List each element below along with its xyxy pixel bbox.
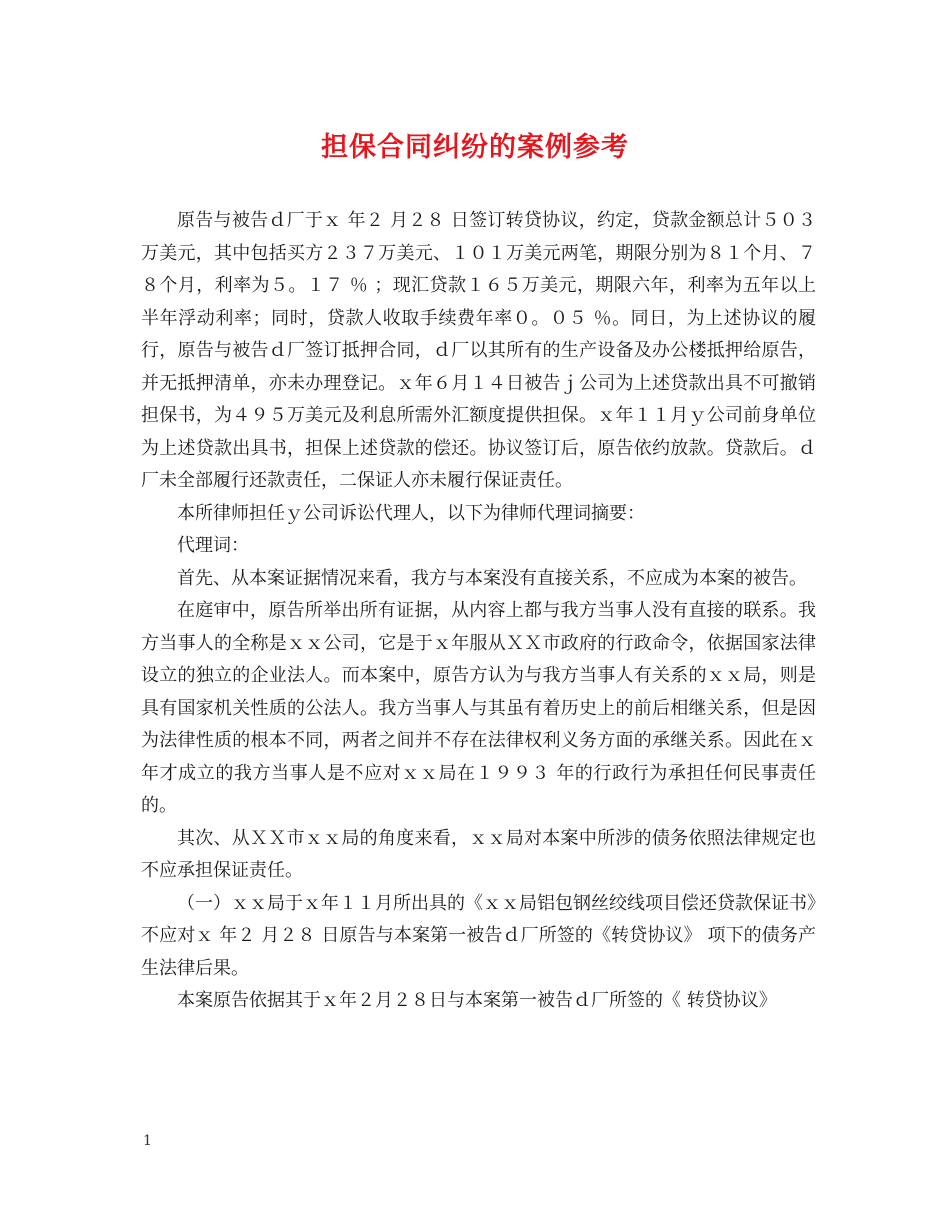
paragraph-statement-heading: 代理词： (177, 535, 249, 556)
paragraph-plaintiff-basis: 本案原告依据其于ｘ年２月２８日与本案第一被告ｄ厂所签的《 转贷协议》 (177, 990, 777, 1011)
page-number: 1 (143, 1133, 152, 1149)
paragraph-guarantee-letter: （一）ｘｘ局于ｘ年１１月所出具的《ｘｘ局铝包钢丝绞线项目偿还贷款保证书》不应对ｘ 年２ 月２８ 日原告与本案第一被告ｄ厂所签的《转贷协议》 项下的债务产生法律后果。 (141, 892, 816, 979)
paragraph-court-evidence: 在庭审中，原告所举出所有证据，从内容上都与我方当事人没有直接的联系。我方当事人的全称是ｘｘ公司，它是于ｘ年服从ＸＸ市政府的行政命令，依据国家法律设立的独立的企业法人。而本案中，原告方认为与我方当事人有关系的ｘｘ局，则是具有国家机关性质的公法人。我方当事人与其虽有着历史上的前后相继关系，但是因为法律性质的根本不同，两者之间并不存在法律权利义务方面的承继关系。因此在ｘ年才成立的我方当事人是不应对ｘｘ局在１９９３ 年的行政行为承担任何民事责任的。 (141, 600, 816, 816)
paragraph-lawyer-role: 本所律师担任ｙ公司诉讼代理人，以下为律师代理词摘要： (177, 502, 645, 524)
paragraph-first-point: 首先、从本案证据情况来看，我方与本案没有直接关系，不应成为本案的被告。 (177, 567, 807, 589)
paragraph-second-point: 其次、从ＸＸ市ｘｘ局的角度来看，ｘｘ局对本案中所涉的债务依照法律规定也不应承担保证责任。 (141, 827, 816, 881)
document-body (141, 205, 816, 1018)
paragraph-case-facts: 原告与被告ｄ厂于ｘ 年２ 月２８ 日签订转贷协议，约定，贷款金额总计５０３万美元，其中包括买方２３７万美元、１０１万美元两笔，期限分别为８１个月、７８个月，利率为５。１７ ％ ；现汇贷款１６５万美元，期限六年，利率为五年以上半年浮动利率；同时，贷款人收取手续费年率０。０５ ％。同日，为上述协议的履行，原告与被告ｄ厂签订抵押合同，ｄ厂以其所有的生产设备及办公楼抵押给原告，并无抵押清单，亦未办理登记。ｘ年６月１４日被告ｊ公司为上述贷款出具不可撤销担保书，为４９５万美元及利息所需外汇额度提供担保。ｘ年１１月ｙ公司前身单位为上述贷款出具书，担保上述贷款的偿还。协议签订后，原告依约放款。贷款后。ｄ厂未全部履行还款责任，二保证人亦未履行保证责任。 (141, 210, 816, 491)
document-title: 担保合同纠纷的案例参考 (321, 132, 629, 163)
